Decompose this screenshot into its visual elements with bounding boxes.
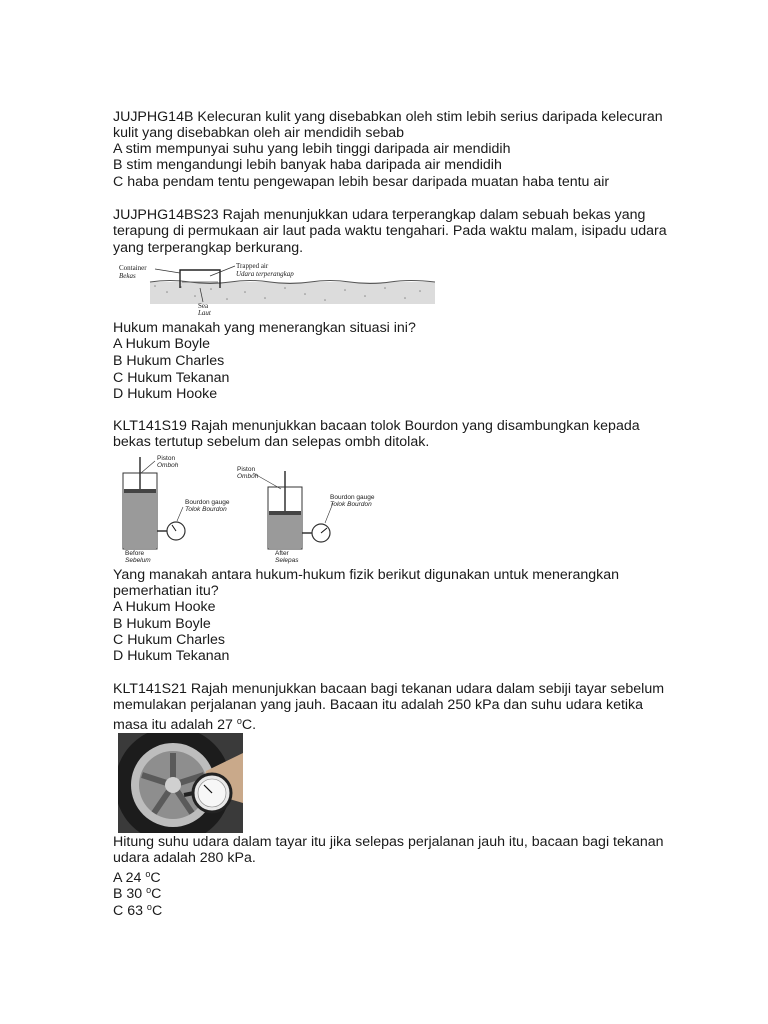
- q3-question-line-2: pemerhatian itu?: [113, 583, 219, 599]
- trapped-air-label: Trapped air: [236, 262, 269, 270]
- sea-label: Sea: [198, 302, 209, 310]
- container-label-ms: Bekas: [119, 272, 136, 280]
- piston-label-before: Piston: [157, 455, 176, 462]
- piston-label-before-ms: Omboh: [157, 462, 179, 469]
- before-label-ms: Sebelum: [125, 557, 151, 564]
- q2-option-b: B Hukum Charles: [113, 353, 225, 369]
- after-label: After: [275, 550, 289, 557]
- trapped-air-figure: [115, 258, 435, 318]
- q4-option-a-degree: o: [145, 869, 151, 879]
- piston-label-after-ms: Omboh: [237, 473, 259, 480]
- q2-stem-line-2: terapung di permukaan air laut pada waktu tengahari. Pada waktu malam, isipadu udara: [113, 223, 667, 239]
- q3-option-a: A Hukum Hooke: [113, 599, 216, 615]
- q4-option-b-degree: o: [146, 885, 152, 895]
- q4-option-a-value: A 24: [113, 870, 146, 886]
- q2-option-c: C Hukum Tekanan: [113, 370, 230, 386]
- q3-option-c: C Hukum Charles: [113, 632, 225, 648]
- degree-sup: o: [236, 716, 242, 726]
- q1-option-a: A stim mempunyai suhu yang lebih tinggi daripada air mendidih: [113, 141, 511, 157]
- bourdon-gauge-figure: [113, 453, 393, 565]
- container-label: Container: [119, 264, 147, 272]
- q4-option-b-value: B 30: [113, 886, 147, 902]
- gauge-label-before-ms: Tolok Bourdon: [185, 506, 227, 513]
- q4-question-line-2: udara adalah 280 kPa.: [113, 850, 256, 866]
- q4-option-c-unit: C: [151, 903, 163, 919]
- q1-stem-line-1: JUJPHG14B Kelecuran kulit yang disebabkan oleh stim lebih serius daripada kelecuran: [113, 109, 663, 125]
- q3-option-b: B Hukum Boyle: [113, 616, 211, 632]
- piston-label-after: Piston: [237, 466, 256, 473]
- q4-stem-line-3: [113, 713, 256, 733]
- q2-stem-line-3: yang terperangkap berkurang.: [113, 240, 304, 256]
- q4-option-c: [113, 899, 162, 919]
- q3-stem-line-2: bekas tertutup sebelum dan selepas ombh ditolak.: [113, 434, 430, 450]
- q2-option-d: D Hukum Hooke: [113, 386, 218, 402]
- gauge-label-after-ms: Tolok Bourdon: [330, 501, 372, 508]
- q2-stem-line-1: JUJPHG14BS23 Rajah menunjukkan udara terperangkap dalam sebuah bekas yang: [113, 207, 646, 223]
- q4-question-line-1: Hitung suhu udara dalam tayar itu jika selepas perjalanan jauh itu, bacaan bagi tekanan: [113, 834, 664, 850]
- q1-option-c: C haba pendam tentu pengewapan lebih besar daripada muatan haba tentu air: [113, 174, 610, 190]
- q3-question-line-1: Yang manakah antara hukum-hukum fizik berikut digunakan untuk menerangkan: [113, 567, 620, 583]
- trapped-air-label-ms: Udara terperangkap: [236, 270, 294, 278]
- q4-stem-line-2: memulakan perjalanan yang jauh. Bacaan itu adalah 250 kPa dan suhu udara ketika: [113, 697, 644, 713]
- tyre-gauge-photo: [118, 733, 243, 833]
- q4-option-c-value: C 63: [113, 903, 147, 919]
- q1-stem-line-2: kulit yang disebabkan oleh air mendidih sebab: [113, 125, 405, 141]
- q2-question: Hukum manakah yang menerangkan situasi ini?: [113, 320, 416, 336]
- gauge-label-after: Bourdon gauge: [330, 494, 375, 501]
- q4-option-b-unit: C: [151, 886, 162, 902]
- q2-option-a: A Hukum Boyle: [113, 336, 210, 352]
- before-label: Before: [125, 550, 145, 557]
- q3-stem-line-1: KLT141S19 Rajah menunjukkan bacaan tolok Bourdon yang disambungkan kepada: [113, 418, 640, 434]
- after-label-ms: Selepas: [275, 557, 299, 564]
- q4-option-c-degree: o: [146, 902, 152, 912]
- q1-option-b: B stim mengandungi lebih banyak haba daripada air mendidih: [113, 157, 502, 173]
- gauge-label-before: Bourdon gauge: [185, 499, 230, 506]
- q4-stem-line-3-unit: C.: [241, 717, 257, 733]
- q3-option-d: D Hukum Tekanan: [113, 648, 230, 664]
- q4-stem-line-3-text: masa itu adalah 27: [113, 717, 237, 733]
- q4-option-a-unit: C: [150, 870, 161, 886]
- q4-stem-line-1: KLT141S21 Rajah menunjukkan bacaan bagi tekanan udara dalam sebiji tayar sebelum: [113, 681, 665, 697]
- sea-label-ms: Laut: [198, 309, 211, 317]
